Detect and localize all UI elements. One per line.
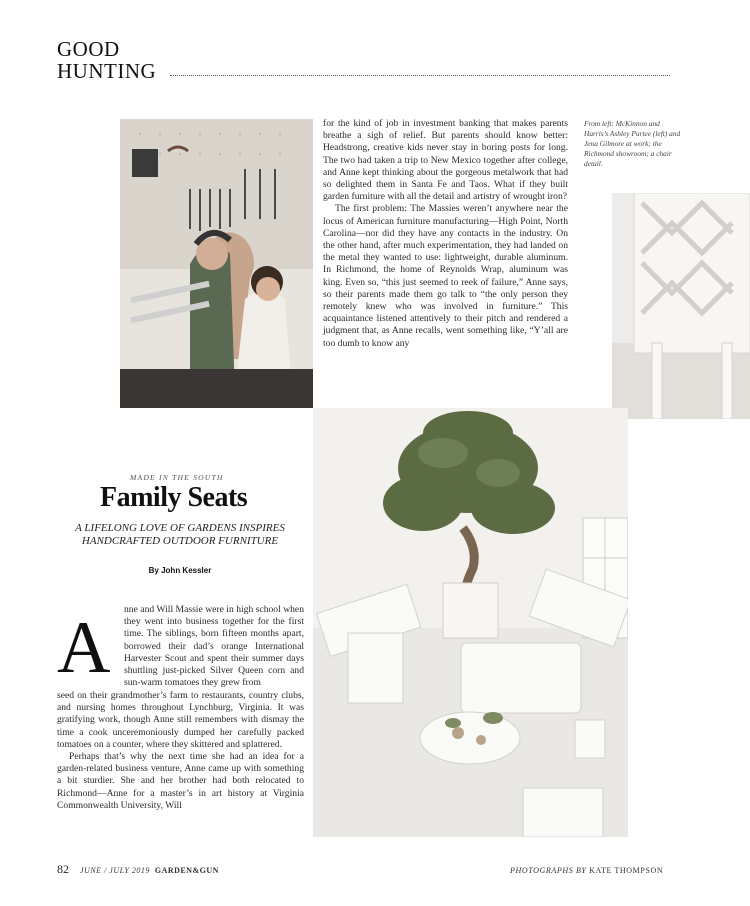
article-paragraph: The first problem: The Massies weren’t anywhere near the locus of American furniture manufacturing—High Point, North Carolina—nor did they have any contacts in the industry. On the other hand, after much experimentation, they had landed on the metal they wanted to use: lightweight, durable aluminum. In Richmond, the home of Reynolds Wrap, aluminum was king. Even so, “this just seemed to reek of failure,” Anne says, so their parents made them go talk to “the only person they remotely knew who was involved in furniture.” This acquaintance listened attentively to their pitch and rendered a judgment that, as Anne recalls, went something like, “Y’all are too dumb to know any xyxy=(323,203,568,349)
photo-credit xyxy=(510,866,663,875)
article-paragraph: for the kind of job in investment banking that makes parents breathe a sigh of relief. But parents should know better: Headstrong, creative kids never stay in boring posts for long. The two had taken a trip to New Mexico together after college, and Anne kept thinking about the gorgeous metalwork that had so delighted them in Santa Fe and Taos. What if they built garden furniture with all the detail and artistry of wrought iron? xyxy=(323,118,568,203)
photo-credit-name: KATE THOMPSON xyxy=(589,866,664,875)
drop-cap: A xyxy=(57,607,111,689)
section-title-line1: GOOD xyxy=(57,37,120,61)
header-rule xyxy=(170,75,670,76)
section-title-line2: HUNTING xyxy=(57,59,157,83)
footer-issue xyxy=(80,866,219,875)
article-column-right xyxy=(323,118,568,350)
page-number: 82 xyxy=(57,862,69,876)
article-paragraph: seed on their grandmother’s farm to restaurants, country clubs, and nursing homes throughout Lynchburg, Virginia. It was gratifying work, though Anne still remembers with dismay the time a cook unceremoniously dumped her carefully packed tomatoes on a counter, where they skittered and splattered. xyxy=(57,690,304,750)
article-kicker: MADE IN THE SOUTH xyxy=(130,473,224,482)
chair-detail-photo xyxy=(612,193,750,419)
article-byline: By John Kessler xyxy=(148,566,212,575)
article-headline: Family Seats xyxy=(100,482,248,513)
article-paragraph: Perhaps that’s why the next time she had an idea for a garden-related business venture, Anne came up with something a bit sturdier. She and her brother had both relocated to Richmond—Anne for a master’s in art history at Virginia Commonwealth University, Will xyxy=(57,751,304,811)
photo-caption: From left: McKinnon and Harris’s Ashley Purtee (left) and Jena Gilmore at work; the Richmond showroom; a chair detail. xyxy=(584,119,681,168)
section-title xyxy=(57,38,156,82)
workshop-photo xyxy=(120,119,313,408)
magazine-name: GARDEN&GUN xyxy=(154,866,219,875)
article-dek: A LIFELONG LOVE OF GARDENS INSPIRES HANDCRAFTED OUTDOOR FURNITURE xyxy=(75,522,285,547)
showroom-photo xyxy=(313,408,628,837)
article-column-left xyxy=(57,690,304,812)
photo-credit-label: PHOTOGRAPHS BY xyxy=(510,866,587,875)
article-paragraph: nne and Will Massie were in high school when they went into business together for the first time. The siblings, born fifteen months apart, borrowed their dad’s orange International Harvester Scout and spent their summer days shuttling just-picked Silver Queen corn and sun-warm tomatoes they grew from xyxy=(124,604,304,689)
article-intro-first xyxy=(124,604,304,689)
issue-date: JUNE / JULY 2019 xyxy=(80,866,150,875)
